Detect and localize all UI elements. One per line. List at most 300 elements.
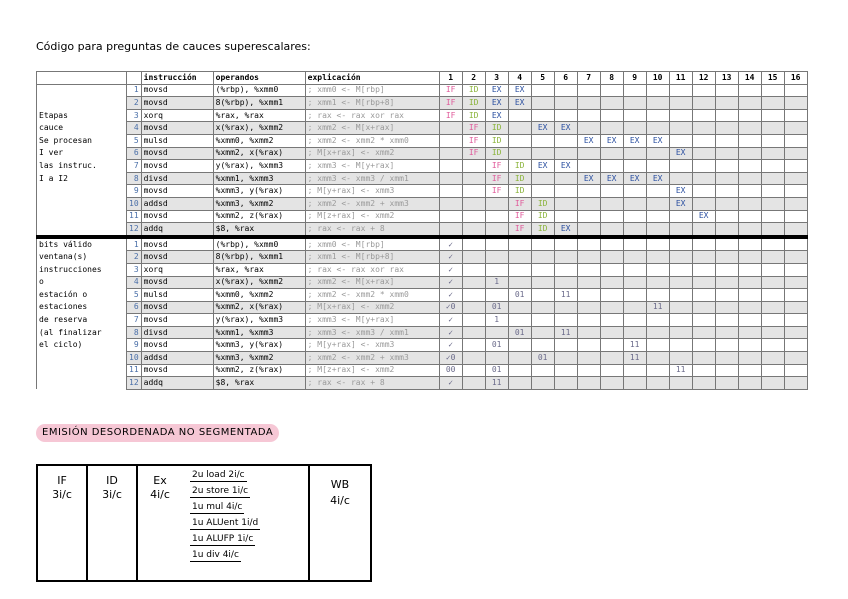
cycle-cell <box>669 160 692 173</box>
instr-number: 3 <box>127 109 142 122</box>
bottom-row <box>37 263 808 276</box>
cycle-header: 11 <box>669 72 692 85</box>
cycle-cell <box>623 364 646 377</box>
cycle-cell <box>692 276 715 289</box>
instr-operands: %xmm1, %xmm3 <box>213 326 305 339</box>
cycle-cell: IF <box>485 172 508 185</box>
cycle-cell <box>715 352 738 365</box>
cycle-cell <box>577 223 600 237</box>
cycle-cell <box>761 251 784 264</box>
instr-mnemonic: movsd <box>141 160 213 173</box>
cycle-cell: ✓ <box>439 276 462 289</box>
cycle-cell <box>462 377 485 390</box>
cycle-cell <box>738 377 761 390</box>
bottom-side-label: estación o <box>37 289 127 302</box>
top-row <box>37 223 808 237</box>
instr-operands: %xmm0, %xmm2 <box>213 134 305 147</box>
cycle-cell <box>761 197 784 210</box>
cycle-cell <box>669 289 692 302</box>
instr-operands: (%rbp), %xmm0 <box>213 84 305 97</box>
cycle-cell <box>462 160 485 173</box>
cycle-cell <box>692 185 715 198</box>
cycle-cell <box>669 251 692 264</box>
cycle-cell <box>692 84 715 97</box>
cycle-cell <box>784 84 807 97</box>
cycle-cell <box>531 377 554 390</box>
cycle-cell <box>669 263 692 276</box>
cycle-header: 6 <box>554 72 577 85</box>
cycle-cell <box>692 237 715 251</box>
instr-number: 4 <box>127 276 142 289</box>
instr-mnemonic: movsd <box>141 314 213 327</box>
cycle-cell <box>462 326 485 339</box>
cycle-cell <box>439 185 462 198</box>
cycle-cell <box>784 301 807 314</box>
instr-mnemonic: movsd <box>141 276 213 289</box>
bottom-side-label <box>37 352 127 365</box>
cycle-cell <box>646 185 669 198</box>
cycle-cell: EX <box>577 172 600 185</box>
cycle-cell <box>738 364 761 377</box>
cycle-cell <box>531 84 554 97</box>
cycle-cell: 01 <box>485 301 508 314</box>
cycle-cell <box>439 210 462 223</box>
cycle-cell <box>462 314 485 327</box>
ex-unit: 2u store 1i/c <box>192 486 249 496</box>
cycle-header: 15 <box>761 72 784 85</box>
cycle-cell <box>531 263 554 276</box>
cycle-cell <box>600 223 623 237</box>
instr-number: 6 <box>127 301 142 314</box>
cycle-cell: 11 <box>623 339 646 352</box>
instr-operands: %xmm1, %xmm3 <box>213 172 305 185</box>
cycle-cell: ✓ <box>439 237 462 251</box>
cycle-cell <box>761 223 784 237</box>
instr-explanation: ; rax <- rax + 8 <box>305 223 439 237</box>
cycle-cell <box>646 210 669 223</box>
instr-operands: y(%rax), %xmm3 <box>213 160 305 173</box>
cycle-cell <box>715 326 738 339</box>
cycle-cell <box>508 122 531 135</box>
cycle-cell <box>485 237 508 251</box>
cycle-cell <box>646 237 669 251</box>
instr-mnemonic: xorq <box>141 109 213 122</box>
cycle-cell <box>600 185 623 198</box>
cycle-cell <box>508 301 531 314</box>
cycle-cell <box>715 289 738 302</box>
cycle-header: 12 <box>692 72 715 85</box>
cycle-cell <box>531 326 554 339</box>
bottom-side-label: ventana(s) <box>37 251 127 264</box>
cycle-header: 5 <box>531 72 554 85</box>
cycle-cell <box>646 84 669 97</box>
stage-id-name: ID <box>106 474 118 487</box>
cycle-cell <box>784 251 807 264</box>
cycle-cell <box>784 377 807 390</box>
cycle-cell <box>577 314 600 327</box>
cycle-cell <box>761 84 784 97</box>
cycle-cell <box>577 326 600 339</box>
instr-operands: 8(%rbp), %xmm1 <box>213 251 305 264</box>
cycle-cell <box>646 263 669 276</box>
cycle-cell <box>577 97 600 110</box>
cycle-cell: ID <box>508 185 531 198</box>
cycle-cell: 00 <box>439 364 462 377</box>
pipeline-table <box>36 71 808 390</box>
instr-explanation: ; rax <- rax xor rax <box>305 263 439 276</box>
cycle-cell: EX <box>554 122 577 135</box>
cycle-cell <box>439 122 462 135</box>
cycle-cell <box>554 237 577 251</box>
cycle-cell <box>784 97 807 110</box>
cycle-cell <box>784 352 807 365</box>
cycle-cell <box>715 147 738 160</box>
cycle-cell <box>669 352 692 365</box>
cycle-cell <box>554 301 577 314</box>
header-instr: instrucción <box>141 72 213 85</box>
cycle-cell <box>531 364 554 377</box>
instr-number: 9 <box>127 185 142 198</box>
cycle-cell <box>623 237 646 251</box>
cycle-cell <box>669 109 692 122</box>
stage-ex-name: Ex <box>153 474 167 487</box>
cycle-cell <box>669 172 692 185</box>
instr-mnemonic: mulsd <box>141 289 213 302</box>
cycle-cell <box>485 210 508 223</box>
cycle-cell <box>646 314 669 327</box>
cycle-cell <box>577 251 600 264</box>
cycle-cell: 11 <box>623 352 646 365</box>
cycle-cell <box>462 172 485 185</box>
cycle-cell <box>738 122 761 135</box>
cycle-cell <box>784 197 807 210</box>
cycle-cell <box>577 160 600 173</box>
cycle-cell <box>761 147 784 160</box>
cycle-cell <box>600 326 623 339</box>
instr-number: 10 <box>127 352 142 365</box>
instr-operands: $8, %rax <box>213 223 305 237</box>
instr-number: 11 <box>127 210 142 223</box>
cycle-cell <box>485 197 508 210</box>
cycle-cell <box>600 160 623 173</box>
cycle-cell <box>715 237 738 251</box>
instr-operands: %xmm3, %xmm2 <box>213 352 305 365</box>
top-row <box>37 210 808 223</box>
cycle-cell <box>508 147 531 160</box>
cycle-cell <box>462 276 485 289</box>
cycle-header: 3 <box>485 72 508 85</box>
cycle-cell <box>462 223 485 237</box>
cycle-cell: IF <box>508 197 531 210</box>
instr-mnemonic: movsd <box>141 339 213 352</box>
cycle-cell <box>784 223 807 237</box>
cycle-cell <box>738 160 761 173</box>
instr-operands: %xmm2, z(%rax) <box>213 210 305 223</box>
cycle-cell <box>554 210 577 223</box>
cycle-cell: 11 <box>669 364 692 377</box>
cycle-cell <box>669 134 692 147</box>
instr-mnemonic: addsd <box>141 197 213 210</box>
cycle-cell <box>715 364 738 377</box>
stage-if-name: IF <box>57 474 67 487</box>
instr-operands: x(%rax), %xmm2 <box>213 122 305 135</box>
cycle-cell <box>462 352 485 365</box>
cycle-cell <box>692 289 715 302</box>
cycle-cell <box>600 97 623 110</box>
cycle-cell <box>761 289 784 302</box>
cycle-cell: ID <box>462 97 485 110</box>
instr-operands: %xmm0, %xmm2 <box>213 289 305 302</box>
cycle-cell <box>577 263 600 276</box>
cycle-cell <box>623 263 646 276</box>
cycle-cell <box>439 147 462 160</box>
cycle-cell: EX <box>623 172 646 185</box>
cycle-cell <box>646 223 669 237</box>
cycle-cell <box>531 134 554 147</box>
cycle-cell <box>623 251 646 264</box>
cycle-cell <box>600 314 623 327</box>
cycle-cell <box>462 210 485 223</box>
cycle-cell <box>439 223 462 237</box>
instr-number: 1 <box>127 84 142 97</box>
cycle-cell <box>554 263 577 276</box>
cycle-cell <box>646 364 669 377</box>
cycle-cell <box>623 301 646 314</box>
cycle-cell <box>738 97 761 110</box>
instr-mnemonic: divsd <box>141 172 213 185</box>
cycle-cell <box>761 352 784 365</box>
cycle-cell <box>646 109 669 122</box>
instr-explanation: ; xmm2 <- xmm2 + xmm3 <box>305 197 439 210</box>
cycle-cell: ID <box>485 134 508 147</box>
cycle-cell <box>646 251 669 264</box>
stage-resource-box <box>36 464 372 582</box>
cycle-cell: EX <box>669 197 692 210</box>
cycle-cell <box>692 314 715 327</box>
cycle-cell <box>692 197 715 210</box>
top-side-label: I a I2 <box>37 172 127 185</box>
instr-operands: y(%rax), %xmm3 <box>213 314 305 327</box>
cycle-cell <box>554 339 577 352</box>
cycle-cell: ID <box>531 210 554 223</box>
cycle-cell <box>485 326 508 339</box>
cycle-cell <box>715 122 738 135</box>
cycle-cell <box>669 210 692 223</box>
instr-number: 8 <box>127 172 142 185</box>
cycle-cell <box>784 326 807 339</box>
top-side-label: Se procesan <box>37 134 127 147</box>
cycle-cell <box>692 326 715 339</box>
cycle-cell: IF <box>439 109 462 122</box>
instr-mnemonic: movsd <box>141 251 213 264</box>
cycle-cell <box>761 210 784 223</box>
stage-id-col <box>88 466 138 580</box>
cycle-header: 9 <box>623 72 646 85</box>
cycle-cell <box>715 301 738 314</box>
cycle-cell <box>738 352 761 365</box>
cycle-cell <box>462 251 485 264</box>
cycle-cell <box>692 377 715 390</box>
cycle-cell <box>669 122 692 135</box>
cycle-cell <box>715 197 738 210</box>
cycle-cell <box>715 314 738 327</box>
cycle-cell <box>462 185 485 198</box>
instr-explanation: ; xmm3 <- M[y+rax] <box>305 160 439 173</box>
cycle-cell <box>577 276 600 289</box>
cycle-cell <box>738 84 761 97</box>
cycle-cell <box>646 377 669 390</box>
cycle-cell <box>646 326 669 339</box>
cycle-cell: EX <box>508 84 531 97</box>
instr-number: 12 <box>127 223 142 237</box>
cycle-cell: EX <box>623 134 646 147</box>
instr-explanation: ; xmm3 <- xmm3 / xmm1 <box>305 326 439 339</box>
cycle-cell: EX <box>577 134 600 147</box>
cycle-cell <box>784 364 807 377</box>
cycle-cell <box>600 237 623 251</box>
cycle-header: 2 <box>462 72 485 85</box>
cycle-cell <box>600 109 623 122</box>
instr-explanation: ; xmm2 <- M[x+rax] <box>305 276 439 289</box>
cycle-cell <box>508 352 531 365</box>
cycle-cell <box>761 237 784 251</box>
top-row <box>37 197 808 210</box>
instr-operands: %xmm2, z(%rax) <box>213 364 305 377</box>
top-row <box>37 147 808 160</box>
cycle-cell <box>600 84 623 97</box>
bottom-side-label <box>37 377 127 390</box>
cycle-cell <box>577 289 600 302</box>
cycle-cell <box>577 339 600 352</box>
cycle-cell <box>485 263 508 276</box>
cycle-cell <box>600 289 623 302</box>
cycle-cell <box>715 172 738 185</box>
cycle-cell: ID <box>508 172 531 185</box>
cycle-cell <box>761 301 784 314</box>
cycle-cell <box>646 339 669 352</box>
top-side-label <box>37 84 127 97</box>
cycle-cell: 01 <box>508 289 531 302</box>
cycle-cell <box>623 97 646 110</box>
cycle-cell <box>462 289 485 302</box>
cycle-cell <box>508 364 531 377</box>
cycle-cell <box>669 326 692 339</box>
cycle-cell: 01 <box>508 326 531 339</box>
top-row <box>37 160 808 173</box>
cycle-cell <box>669 97 692 110</box>
cycle-cell <box>738 263 761 276</box>
cycle-cell: EX <box>669 147 692 160</box>
cycle-cell <box>554 97 577 110</box>
instr-explanation: ; rax <- rax xor rax <box>305 109 439 122</box>
cycle-cell <box>761 134 784 147</box>
cycle-cell <box>784 160 807 173</box>
cycle-cell: IF <box>439 84 462 97</box>
cycle-cell <box>715 276 738 289</box>
cycle-cell: EX <box>508 97 531 110</box>
cycle-cell <box>646 197 669 210</box>
instr-number: 4 <box>127 122 142 135</box>
instr-mnemonic: movsd <box>141 84 213 97</box>
emision-label: EMISIÓN DESORDENADA NO SEGMENTADA <box>36 424 279 442</box>
cycle-cell <box>485 223 508 237</box>
top-side-label <box>37 210 127 223</box>
top-row <box>37 122 808 135</box>
instr-number: 5 <box>127 289 142 302</box>
cycle-cell <box>784 289 807 302</box>
cycle-cell <box>577 147 600 160</box>
cycle-cell <box>554 352 577 365</box>
cycle-cell <box>761 160 784 173</box>
bottom-side-label: o <box>37 276 127 289</box>
instr-mnemonic: movsd <box>141 237 213 251</box>
cycle-cell <box>715 109 738 122</box>
top-row <box>37 172 808 185</box>
instr-mnemonic: movsd <box>141 122 213 135</box>
cycle-cell <box>623 160 646 173</box>
cycle-header: 7 <box>577 72 600 85</box>
cycle-cell <box>784 172 807 185</box>
cycle-cell <box>761 339 784 352</box>
cycle-cell <box>738 109 761 122</box>
cycle-cell <box>600 251 623 264</box>
cycle-cell <box>554 134 577 147</box>
top-row <box>37 109 808 122</box>
cycle-cell: IF <box>462 122 485 135</box>
cycle-cell: 01 <box>485 339 508 352</box>
instr-operands: 8(%rbp), %xmm1 <box>213 97 305 110</box>
cycle-cell <box>623 122 646 135</box>
cycle-cell <box>600 377 623 390</box>
stage-wb-name: WB <box>330 478 350 491</box>
cycle-cell <box>600 364 623 377</box>
cycle-cell <box>761 172 784 185</box>
cycle-cell: ✓ <box>439 289 462 302</box>
cycle-cell: ID <box>485 147 508 160</box>
top-row <box>37 84 808 97</box>
instr-explanation: ; xmm1 <- M[rbp+8] <box>305 97 439 110</box>
instr-operands: (%rbp), %xmm0 <box>213 237 305 251</box>
cycle-cell <box>439 160 462 173</box>
cycle-cell <box>531 289 554 302</box>
cycle-cell <box>715 134 738 147</box>
cycle-cell <box>623 314 646 327</box>
cycle-cell <box>554 109 577 122</box>
ex-unit: 2u load 2i/c <box>192 470 245 480</box>
instr-explanation: ; xmm0 <- M[rbp] <box>305 237 439 251</box>
bottom-side-label: instrucciones <box>37 263 127 276</box>
cycle-cell <box>600 197 623 210</box>
cycle-cell <box>623 197 646 210</box>
instr-number: 6 <box>127 147 142 160</box>
cycle-cell <box>761 109 784 122</box>
cycle-cell <box>508 377 531 390</box>
bottom-row <box>37 276 808 289</box>
cycle-cell: 11 <box>554 326 577 339</box>
ex-unit: 1u mul 4i/c <box>192 502 243 512</box>
cycle-cell: ID <box>531 197 554 210</box>
cycle-cell <box>738 197 761 210</box>
cycle-cell <box>738 147 761 160</box>
instr-mnemonic: xorq <box>141 263 213 276</box>
cycle-cell <box>623 185 646 198</box>
cycle-cell <box>531 237 554 251</box>
cycle-cell: ID <box>508 160 531 173</box>
cycle-cell <box>669 377 692 390</box>
instr-number: 9 <box>127 339 142 352</box>
cycle-cell <box>761 97 784 110</box>
cycle-cell: 01 <box>485 364 508 377</box>
